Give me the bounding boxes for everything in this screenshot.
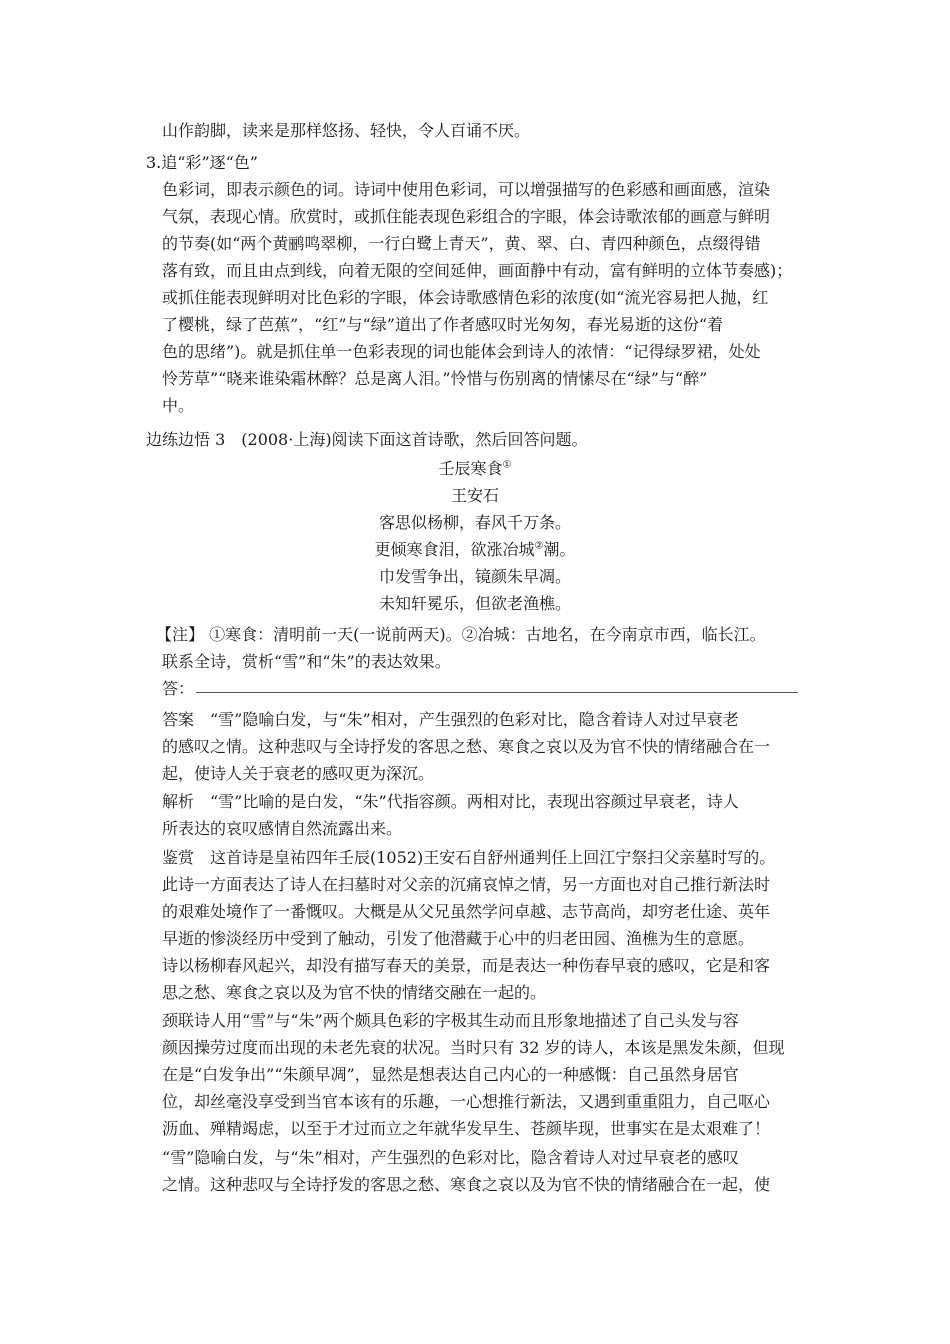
poem-author: 王安石 bbox=[450, 486, 499, 505]
poem-line: 未知轩冕乐，但欲老渔樵。 bbox=[378, 594, 571, 613]
answer-label: 答： bbox=[162, 679, 195, 698]
appreciation-line: 颈联诗人用“雪”与“朱”两个颇具色彩的字极其生动而且形象地描述了自己头发与容 bbox=[162, 1011, 739, 1030]
poem-notes: 【注】 ①寒食：清明前一天(一说前两天)。②冶城：古地名，在今南京市西，临长江。 bbox=[156, 625, 766, 644]
section-paragraph-line: 气氛，表现心情。欣赏时，或抓住能表现色彩组合的字眼，体会诗歌浓郁的画意与鲜明 bbox=[162, 207, 771, 226]
appreciation-line: 诗以杨柳春风起兴，却没有描写春天的美景，而是表达一种伤春早衰的感叹，它是和客 bbox=[162, 956, 771, 975]
poem-line: 巾发雪争出，镜颜朱早凋。 bbox=[378, 567, 571, 586]
analysis-line: 解析 “雪”比喻的是白发，“朱”代指容颜。两相对比，表现出容颜过早衰老，诗人 bbox=[162, 792, 739, 811]
answer-line: 答案 “雪”隐喻白发，与“朱”相对，产生强烈的色彩对比，隐含着诗人对过早衰老 bbox=[162, 710, 739, 729]
analysis-line: 所表达的哀叹感情自然流露出来。 bbox=[162, 819, 403, 838]
appreciation-line: 鉴赏 这首诗是皇祐四年壬辰(1052)王安石自舒州通判任上回江宁祭扫父亲墓时写的。 bbox=[162, 848, 776, 867]
appreciation-line: 在是“白发争出”“朱颜早凋”，显然是想表达自己内心的一种感慨：自己虽然身居官 bbox=[162, 1065, 739, 1084]
appreciation-line: “雪”隐喻白发，与“朱”相对，产生强烈的色彩对比，隐含着诗人对过早衰老的感叹 bbox=[162, 1148, 739, 1167]
section-paragraph-line: 中。 bbox=[162, 396, 195, 415]
appreciation-line: 颜因操劳过度而出现的未老先衰的状况。当时只有 32 岁的诗人，本该是黑发朱颜，但现 bbox=[162, 1038, 785, 1057]
footnote-marker: ① bbox=[502, 459, 512, 471]
section-paragraph-line: 色的思绪”)。就是抓住单一色彩表现的词也能体会到诗人的浓情：“记得绿罗裙，处处 bbox=[162, 342, 761, 361]
continuation-line: 山作韵脚，读来是那样悠扬、轻快，令人百诵不厌。 bbox=[162, 121, 531, 140]
appreciation-line: 此诗一方面表达了诗人在扫墓时对父亲的沉痛哀悼之情，另一方面也对自己推行新法时 bbox=[162, 875, 771, 894]
section-heading: 3.追“彩”逐“色” bbox=[146, 153, 258, 172]
question: 联系全诗，赏析“雪”和“朱”的表达效果。 bbox=[162, 652, 451, 671]
appreciation-line: 位，却丝毫没享受到当官本该有的乐趣，一心想推行新法，又遇到重重阻力，自己呕心 bbox=[162, 1092, 771, 1111]
poem-title: 壬辰寒食① bbox=[438, 459, 512, 478]
appreciation-line: 沥血、殚精竭虑，以至于才过而立之年就华发早生、苍颜毕现，世事实在是太艰难了！ bbox=[162, 1119, 771, 1138]
poem-line: 客思似杨柳，春风千万条。 bbox=[378, 513, 571, 532]
section-paragraph-line: 色彩词，即表示颜色的词。诗词中使用色彩词，可以增强描写的色彩感和画面感，渲染 bbox=[162, 180, 771, 199]
footnote-marker: ② bbox=[534, 540, 544, 552]
appreciation-line: 的艰难处境作了一番慨叹。大概是从父兄虽然学问卓越、志节高尚，却穷老仕途、英年 bbox=[162, 902, 771, 921]
answer-line: 起，使诗人关于衰老的感叹更为深沉。 bbox=[162, 764, 435, 783]
poem-line: 更倾寒食泪，欲涨冶城②潮。 bbox=[374, 540, 576, 559]
appreciation-line: 之情。这种悲叹与全诗抒发的客思之愁、寒食之哀以及为官不快的情绪融合在一起，使 bbox=[162, 1175, 771, 1194]
exercise-intro: 边练边悟 3 (2008·上海)阅读下面这首诗歌，然后回答问题。 bbox=[146, 430, 588, 449]
appreciation-line: 思之愁、寒食之哀以及为官不快的情绪交融在一起的。 bbox=[162, 983, 547, 1002]
section-paragraph-line: 或抓住能表现鲜明对比色彩的字眼，体会诗歌感情色彩的浓度(如“流光容易把人抛，红 bbox=[162, 288, 769, 307]
answer-line: 的感叹之情。这种悲叹与全诗抒发的客思之愁、寒食之哀以及为官不快的情绪融合在一 bbox=[162, 737, 771, 756]
section-paragraph-line: 的节奏(如“两个黄鹂鸣翠柳，一行白鹭上青天”，黄、翠、白、青四种颜色，点缀得错 bbox=[162, 234, 761, 253]
appreciation-line: 早逝的惨淡经历中受到了触动，引发了他潜藏于心中的归老田园、渔樵为生的意愿。 bbox=[162, 929, 755, 948]
answer-blank-line bbox=[196, 692, 798, 693]
section-paragraph-line: 怜芳草”“晓来谁染霜林醉？总是离人泪。”怜惜与伤别离的情愫尽在“绿”与“醉” bbox=[162, 369, 708, 388]
section-paragraph-line: 落有致，而且由点到线，向着无限的空间延伸，画面静中有动，富有鲜明的立体节奏感)； bbox=[162, 261, 793, 280]
section-paragraph-line: 了樱桃，绿了芭蕉”，“红”与“绿”道出了作者感叹时光匆匆，春光易逝的这份“着 bbox=[162, 315, 724, 334]
